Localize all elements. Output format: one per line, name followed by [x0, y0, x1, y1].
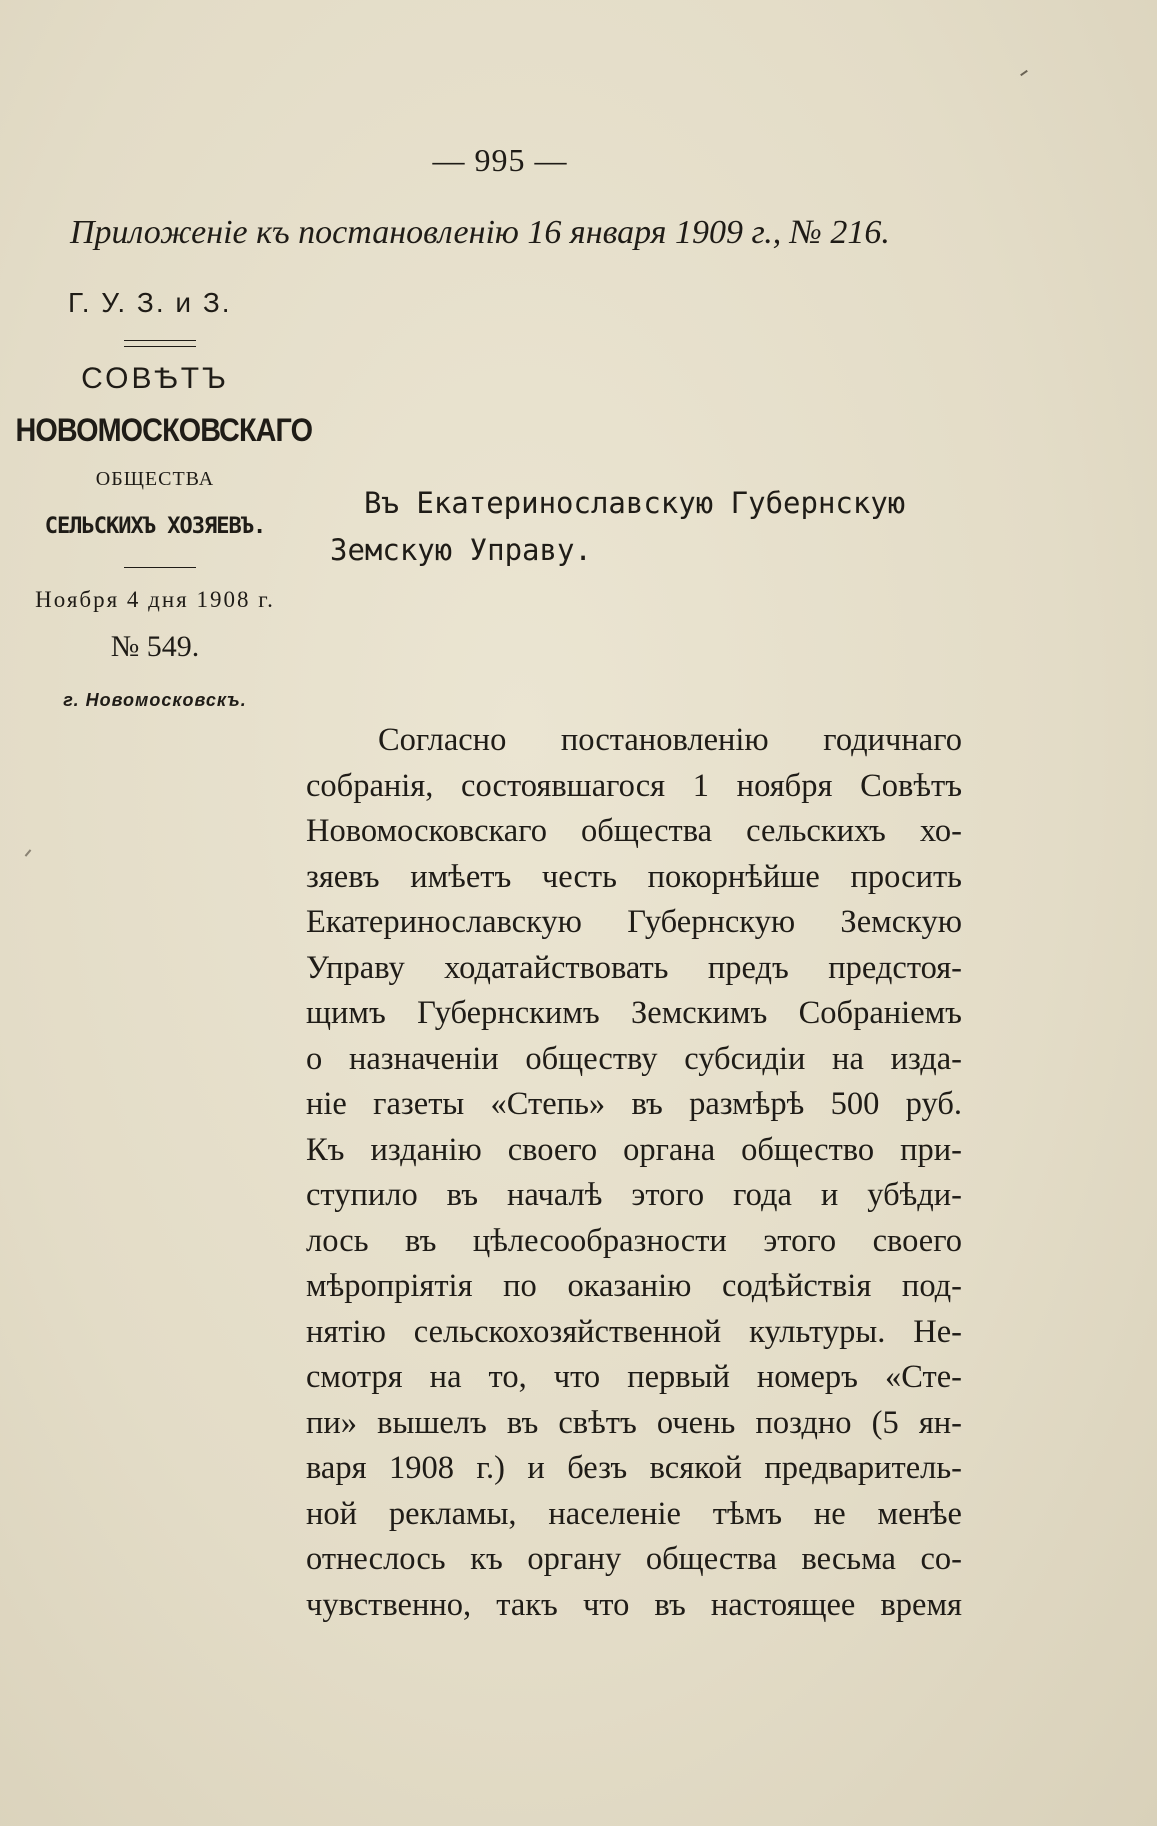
letter-body — [306, 718, 962, 1628]
body-line: Новомосковскаго общества сельскихъ хо- — [306, 813, 962, 849]
body-line: отнеслось къ органу общества весьма со- — [306, 1541, 962, 1577]
council-heading: СОВѢТЪ — [81, 362, 229, 395]
addressee — [330, 480, 970, 574]
stray-ink-mark — [1020, 70, 1028, 76]
body-line: Управу ходатайствовать предъ предстоя- — [306, 949, 962, 986]
body-line: пи» вышелъ въ свѣтъ очень поздно (5 ян- — [306, 1404, 962, 1441]
appendix-title: Приложеніе къ постановленію 16 января 1909 г., № 216. — [70, 214, 890, 251]
body-line: о назначеніи обществу субсидіи на изда- — [306, 1040, 962, 1077]
body-line: нятію сельскохозяйственной культуры. Не- — [306, 1313, 962, 1350]
body-line: собранія, состоявшагося 1 ноября Совѣтъ — [306, 767, 962, 804]
divider — [124, 567, 196, 568]
abbreviation: Г. У. З. и З. — [68, 287, 232, 318]
body-line: зяевъ имѣетъ честь покорнѣйше просить — [306, 858, 962, 895]
society-label: ОБЩЕСТВА — [95, 468, 215, 490]
body-line: смотря на то, что первый номеръ «Сте- — [306, 1359, 962, 1395]
body-line: щимъ Губернскимъ Земскимъ Собраніемъ — [306, 995, 962, 1031]
body-line: лось въ цѣлесообразности этого своего — [306, 1222, 962, 1259]
stray-ink-mark — [25, 849, 32, 856]
double-divider — [124, 340, 196, 347]
owners-label: СЕЛЬСКИХЪ ХОЗЯЕВЪ. — [44, 514, 266, 539]
body-line: ніе газеты «Степь» въ размѣрѣ 500 руб. — [306, 1086, 962, 1122]
body-line: чувственно, такъ что въ настоящее время — [306, 1586, 962, 1623]
body-line: Екатеринославскую Губернскую Земскую — [306, 904, 962, 940]
addressee-line: Въ Екатеринославскую Губернскую — [364, 486, 906, 520]
body-line: Къ изданію своего органа общество при- — [306, 1131, 962, 1168]
page-number: — 995 — — [432, 142, 568, 178]
body-line: ной рекламы, населеніе тѣмъ не менѣе — [306, 1495, 962, 1532]
addressee-line: Земскую Управу. — [330, 533, 592, 567]
body-line: мѣропріятія по оказанію содѣйствія под- — [306, 1268, 962, 1304]
body-line: варя 1908 г.) и безъ всякой предваритель- — [306, 1450, 962, 1486]
body-line: ступило въ началѣ этого года и убѣди- — [306, 1177, 962, 1213]
organization-name: НОВОМОСКОВСКАГО — [15, 412, 313, 448]
body-line: Согласно постановленію годичнаго — [378, 722, 962, 758]
letter-date: Ноября 4 дня 1908 г. — [35, 587, 275, 612]
letter-city: г. Новомосковскъ. — [63, 690, 247, 710]
letter-number: № 549. — [110, 630, 200, 663]
